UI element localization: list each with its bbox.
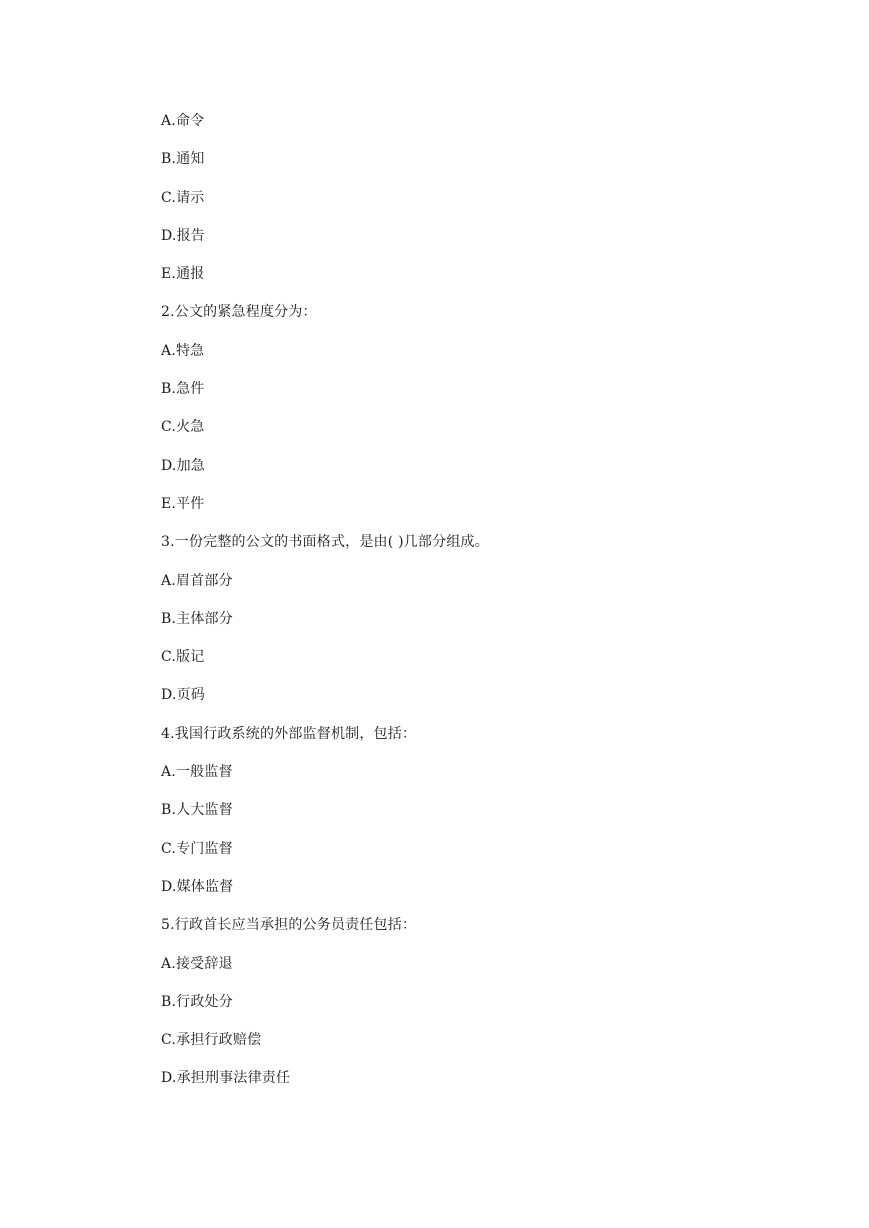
option-b-q5: B.行政处分 bbox=[161, 993, 233, 1010]
option-d-q5: D.承担刑事法律责任 bbox=[161, 1070, 291, 1087]
option-d-q4: D.媒体监督 bbox=[161, 878, 234, 895]
option-a-q4: A.一般监督 bbox=[161, 764, 233, 781]
option-c-q4: C.专门监督 bbox=[161, 840, 233, 857]
option-c-q5: C.承担行政赔偿 bbox=[161, 1032, 262, 1049]
option-c-q3: C.版记 bbox=[161, 649, 205, 666]
document-body bbox=[161, 107, 781, 1103]
option-b-q2: B.急件 bbox=[161, 381, 205, 398]
option-b-q4: B.人大监督 bbox=[161, 802, 233, 819]
question-3: 3.一份完整的公文的书面格式，是由( )几部分组成。 bbox=[161, 534, 489, 551]
option-c-q1: C.请示 bbox=[161, 189, 205, 206]
option-a-q2: A.特急 bbox=[161, 342, 205, 359]
question-2: 2.公文的紧急程度分为： bbox=[161, 304, 317, 321]
option-d-q3: D.页码 bbox=[161, 687, 205, 704]
option-c-q2: C.火急 bbox=[161, 419, 205, 436]
option-e-q2: E.平件 bbox=[161, 495, 205, 512]
option-e-q1: E.通报 bbox=[161, 266, 205, 283]
question-4: 4.我国行政系统的外部监督机制，包括： bbox=[161, 725, 417, 742]
option-b-q1: B.通知 bbox=[161, 151, 205, 168]
option-a-q5: A.接受辞退 bbox=[161, 955, 233, 972]
option-d-q1: D.报告 bbox=[161, 227, 205, 244]
option-a-q3: A.眉首部分 bbox=[161, 572, 233, 589]
option-a-q1: A.命令 bbox=[161, 113, 205, 129]
option-d-q2: D.加急 bbox=[161, 457, 205, 474]
question-5: 5.行政首长应当承担的公务员责任包括： bbox=[161, 917, 417, 934]
option-b-q3: B.主体部分 bbox=[161, 610, 233, 627]
